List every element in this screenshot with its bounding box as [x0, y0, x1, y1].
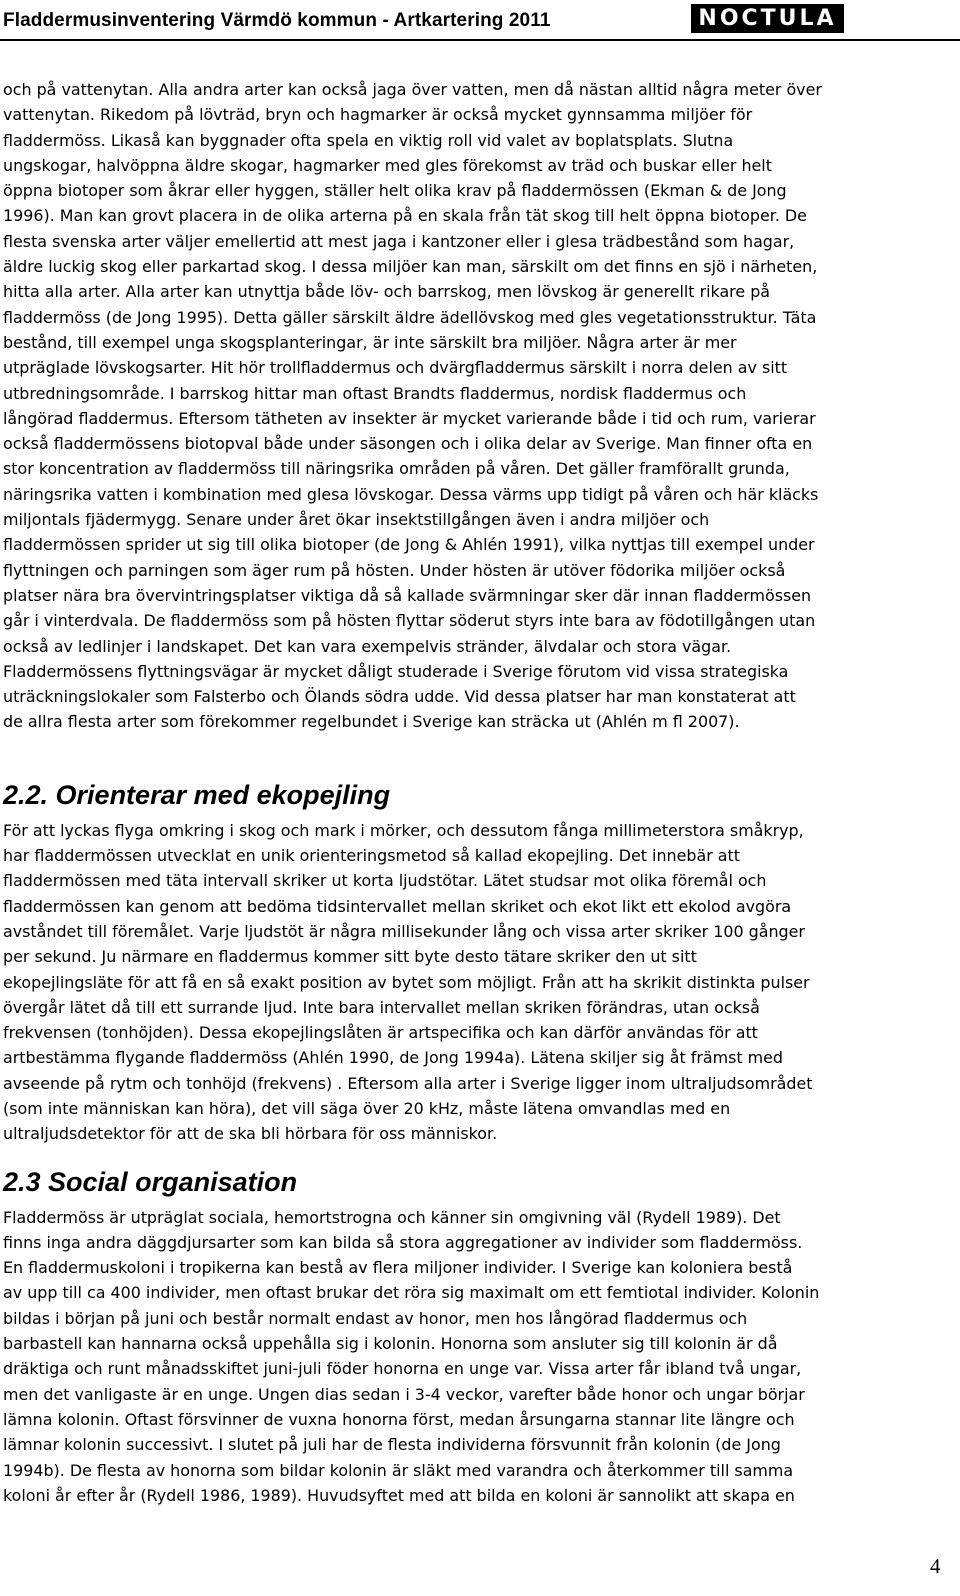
section-2-3-paragraph	[3, 1205, 953, 1509]
text-line: per sekund. Ju närmare en fladdermus kommer sitt byte desto tätare skriker den ut sitt	[3, 947, 697, 967]
text-line: 1996). Man kan grovt placera in de olika arterna på en skala från tät skog till helt öppna biotoper. De	[3, 206, 807, 226]
text-line: dräktiga och runt månadsskiftet juni-juli föder honorna en unge var. Vissa arter får ibland två ungar,	[3, 1359, 802, 1379]
section-heading-2-3: 2.3 Social organisation	[3, 1166, 298, 1197]
text-line: 1994b). De flesta av honorna som bildar kolonin är släkt med varandra och återkommer till samma	[3, 1460, 794, 1480]
text-line: uträckningslokaler som Falsterbo och Ölands södra udde. Vid dessa platser har man konstaterat att	[3, 687, 796, 707]
text-line: hitta alla arter. Alla arter kan utnyttja både löv- och barrskog, men lövskog är generellt rikare på	[3, 282, 771, 302]
text-line: Fladdermöss är utpräglat sociala, hemortstrogna och känner sin omgivning väl (Rydell 1989). Det	[3, 1207, 781, 1227]
text-line: av upp till ca 400 individer, men oftast brukar det röra sig maximalt om ett femtiotal individer. Kolonin	[3, 1283, 820, 1303]
header-divider	[0, 39, 960, 41]
text-line: fladdermössen kan genom att bedöma tidsintervallet mellan skriket och ekot likt ett ekolod avgöra	[3, 896, 792, 916]
text-line: långörad fladdermus. Eftersom tätheten av insekter är mycket varierande både i tid och rum, varierar	[3, 408, 816, 428]
text-line: finns inga andra däggdjursarter som kan bilda så stora aggregationer av individer som fladdermöss.	[3, 1232, 803, 1252]
text-line: ungskogar, halvöppna äldre skogar, hagmarker med gles förekomst av träd och buskar eller helt	[3, 155, 772, 175]
text-line: ekopejlingsläte för att få en så exakt position av bytet som möjligt. Från att ha skrikit distinkta pulser	[3, 972, 810, 992]
page-header	[0, 0, 960, 40]
text-line: platser nära bra övervintringsplatser viktiga då så kallade svärmningar sker där innan fladdermössen	[3, 585, 812, 605]
text-line: näringsrika vatten i kombination med glesa lövskogar. Dessa värms upp tidigt på våren och här kläcks	[3, 484, 819, 504]
section-2-2-paragraph	[3, 818, 953, 1147]
text-line: En fladdermuskoloni i tropikerna kan bestå av flera miljoner individer. I Sverige kan koloniera bestå	[3, 1258, 793, 1278]
text-line: också fladdermössens biotopval både under säsongen och i olika delar av Sverige. Man finner ofta en	[3, 434, 813, 454]
section-heading-2-2: 2.2. Orienterar med ekopejling	[3, 779, 391, 810]
text-line: ultraljudsdetektor för att de ska bli hörbara för oss människor.	[3, 1124, 498, 1144]
text-line: koloni år efter år (Rydell 1986, 1989). Huvudsyftet med att bilda en koloni är sannolikt att skapa en	[3, 1485, 795, 1505]
intro-paragraph	[3, 77, 953, 735]
text-line: fladdermöss. Likaså kan byggnader ofta spela en viktig roll vid valet av boplatsplats. Slutna	[3, 130, 734, 150]
text-line: (som inte människan kan höra), det vill säga över 20 kHz, måste lätena omvandlas med en	[3, 1098, 731, 1118]
text-line: och på vattenytan. Alla andra arter kan också jaga över vatten, men då nästan alltid några meter över	[3, 80, 822, 99]
text-line: Fladdermössens flyttningsvägar är mycket dåligt studerade i Sverige förutom vid vissa strategiska	[3, 661, 789, 681]
text-line: fladdermössen sprider ut sig till olika biotoper (de Jong & Ahlén 1991), vilka nyttjas till exempel under	[3, 535, 815, 555]
text-line: öppna biotoper som åkrar eller hyggen, ställer helt olika krav på fladdermössen (Ekman & de Jong	[3, 181, 787, 201]
text-line: äldre luckig skog eller parkartad skog. I dessa miljöer kan man, särskilt om det finns en sjö i närheten,	[3, 257, 818, 277]
text-line: fladdermöss (de Jong 1995). Detta gäller särskilt äldre ädellövskog med gles vegetationsstruktur. Täta	[3, 307, 817, 327]
page-content	[3, 77, 953, 1508]
text-line: miljontals fjädermygg. Senare under året ökar insektstillgången även i andra miljöer och	[3, 510, 710, 530]
document-title: Fladdermusinventering Värmdö kommun - Artkartering 2011	[3, 10, 551, 31]
text-line: bestånd, till exempel unga skogsplanteringar, är inte särskilt bra miljöer. Några arter är mer	[3, 332, 737, 352]
text-line: bildas i början på juni och består normalt endast av honor, men hos långörad fladdermus och	[3, 1308, 748, 1328]
text-line: flyttningen och parningen som äger rum på hösten. Under hösten är utöver födorika miljöer också	[3, 560, 786, 580]
text-line: barbastell kan hannarna också uppehålla sig i kolonin. Honorna som ansluter sig till kolonin är då	[3, 1334, 778, 1354]
text-line: också av ledlinjer i landskapet. Det kan vara exempelvis stränder, älvdalar och stora vägar.	[3, 636, 732, 656]
page-number: 4	[930, 1554, 941, 1578]
text-line: avseende på rytm och tonhöjd (frekvens) . Eftersom alla arter i Sverige ligger inom ultraljudsområdet	[3, 1073, 813, 1093]
logo-text: NOCTULA	[698, 6, 837, 31]
text-line: avståndet till föremålet. Varje ljudstöt är några millisekunder lång och vissa arter skriker 100 gånger	[3, 921, 805, 941]
text-line: flesta svenska arter väljer emellertid att mest jaga i kantzoner eller i glesa trädbestånd som hagar,	[3, 231, 795, 251]
text-line: de allra flesta arter som förekommer regelbundet i Sverige kan sträcka ut (Ahlén m fl 2007).	[3, 712, 740, 732]
text-line: stor koncentration av fladdermöss till näringsrika områden på våren. Det gäller framförallt grunda,	[3, 459, 790, 479]
text-line: har fladdermössen utvecklat en unik orienteringsmetod så kallad ekopejling. Det innebär att	[3, 846, 740, 866]
text-line: lämna kolonin. Oftast försvinner de vuxna honorna först, medan årsungarna stannar lite längre och	[3, 1409, 795, 1429]
text-line: utbredningsområde. I barrskog hittar man oftast Brandts fladdermus, nordisk fladdermus och	[3, 383, 747, 403]
text-line: lämnar kolonin successivt. I slutet på juli har de flesta individerna försvunnit från kolonin (de Jong	[3, 1435, 781, 1455]
text-line: går i vinterdvala. De fladdermöss som på hösten flyttar söderut styrs inte bara av födotillgången utan	[3, 611, 816, 631]
text-line: fladdermössen med täta intervall skriker ut korta ljudstötar. Lätet studsar mot olika föremål och	[3, 871, 767, 891]
noctula-logo	[691, 4, 844, 33]
text-line: utpräglade lövskogsarter. Hit hör trollfladdermus och dvärgfladdermus särskilt i norra delen av sitt	[3, 358, 788, 378]
text-line: men det vanligaste är en unge. Ungen dias sedan i 3-4 veckor, varefter både honor och ungar börjar	[3, 1384, 805, 1404]
text-line: vattenytan. Rikedom på lövträd, bryn och hagmarker är också mycket gynnsamma miljöer för	[3, 105, 753, 125]
text-line: artbestämma flygande fladdermöss (Ahlén 1990, de Jong 1994a). Lätena skiljer sig åt främst med	[3, 1048, 783, 1068]
text-line: För att lyckas flyga omkring i skog och mark i mörker, och dessutom fånga millimeterstora småkryp,	[3, 820, 804, 840]
text-line: övergår lätet då till ett surrande ljud. Inte bara intervallet mellan skriken förändras, utan också	[3, 997, 760, 1017]
text-line: frekvensen (tonhöjden). Dessa ekopejlingslåten är artspecifika och kan därför användas för att	[3, 1023, 758, 1043]
